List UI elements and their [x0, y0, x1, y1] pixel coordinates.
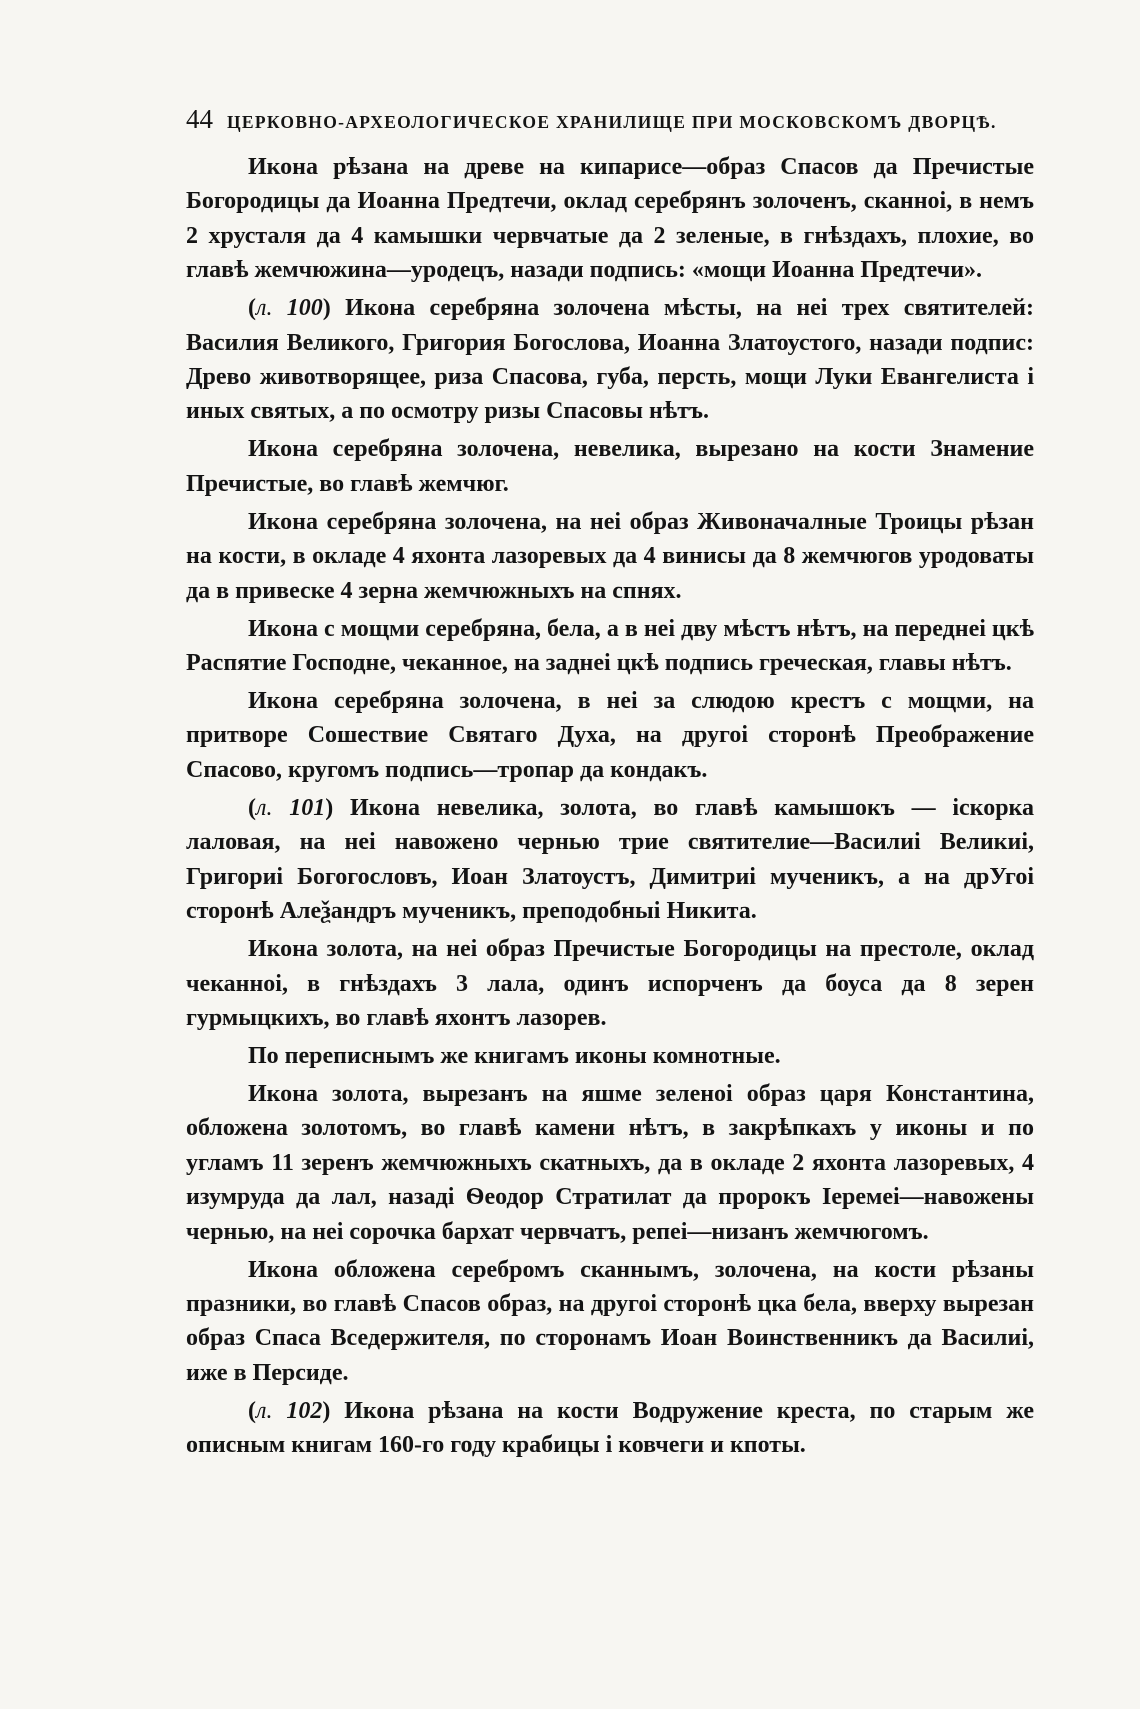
leaf-ref-number: 100	[286, 295, 323, 322]
paragraph-text: Икона рѣзана на древе на кипарисе—образ Спасов да Пречистые Богородицы да Иоанна Предтечи, оклад серебрянъ золоченъ, сканнoi, в немъ 2 хрусталя да 4 камышки червчатые да 2 зеленые, в гнѣздахъ, плохие, во главѣ жемчюжина—уродецъ, назади подпись: «мощи Иоанна Предтечи».	[186, 154, 1034, 284]
leaf-ref-prefix: л.	[256, 295, 273, 322]
paragraph	[186, 684, 1034, 787]
paragraph	[186, 612, 1034, 681]
leaf-ref-number: 102	[286, 1397, 323, 1424]
paragraph-text: Икона серебряна золочена, на неi образ Живоначалные Троицы рѣзан на кости, в окладе 4 яхонта лазоревых да 4 винисы да 8 жемчюгов уродоваты да в привеске 4 зерна жемчюжныхъ на спнях.	[186, 508, 1034, 604]
paragraph-text: Икона рѣзана на кости Водружение креста, по старым же описным книгам 160-го году крабицы i ковчеги и кпоты.	[186, 1397, 1034, 1459]
paragraph	[186, 1253, 1034, 1391]
paragraph-text: По переписнымъ же книгамъ иконы комнотные.	[248, 1042, 781, 1069]
leaf-ref-prefix: л.	[256, 1397, 273, 1424]
paragraph-text: Икона золота, вырезанъ на яшме зеленоi образ царя Константина, обложена золотомъ, во главѣ камени нѣтъ, в закрѣпкахъ у иконы и по угламъ 11 зеренъ жемчюжныхъ скатныхъ, да в окладе 2 яхонта лазоревых, 4 изумруда да лал, назадi Ѳеодор Стратилат да пророкъ Iеремеi—навожены чернью, на неi сорочка бархат червчатъ, репеi—низанъ жемчюгомъ.	[186, 1080, 1034, 1245]
running-head	[186, 104, 1026, 135]
page-number: 44	[186, 104, 213, 134]
paragraph: (л. 102) Икона рѣзана на кости Водружение креста, по старым же описным книгам 160-го году крабицы i ковчеги и кпоты.	[186, 1397, 1034, 1459]
paragraph-text: Икона серебряна золочена, невелика, вырезано на кости Знамение Пречистые, во главѣ жемчюг.	[186, 436, 1034, 497]
leaf-ref-number: 101	[289, 794, 326, 821]
paragraph	[186, 432, 1034, 501]
paragraph: (л. 101) Икона невелика, золота, во главѣ камышокъ — iскорка лаловая, на неi навожено чернью трие святителие—Василиi Великиi, Григориi Богогословъ, Иоан Златоустъ, Димитриi мученикъ, а на дрУгоi сторонѣ Алеѯандръ мученикъ, преподобныi Никита.	[186, 794, 1035, 925]
running-title: ЦЕРКОВНО-АРХЕОЛОГИЧЕСКОЕ ХРАНИЛИЩЕ ПРИ МОСКОВСКОМЪ ДВОРЦѢ.	[227, 112, 997, 132]
paragraph	[186, 505, 1034, 608]
leaf-ref-prefix: л.	[256, 794, 273, 821]
paragraph-text: Икона невелика, золота, во главѣ камышокъ — iскорка лаловая, на неi навожено чернью трие святителие—Василиi Великиi, Григориi Богогословъ, Иоан Златоустъ, Димитриi мученикъ, а на дрУгоi сторонѣ Алеѯандръ мученикъ, преподобныi Никита.	[186, 794, 1035, 925]
paragraph-text: Икона золота, на неi образ Пречистые Богородицы на престоле, оклад чеканноi, в гнѣздахъ 3 лала, одинъ испорченъ да боуса да 8 зерен гурмыцкихъ, во главѣ яхонтъ лазорев.	[186, 936, 1034, 1031]
paragraph-text: Икона серебряна золочена, в неi за слюдою крестъ с мощми, на притворе Сошествие Святаго Духа, на другоi сторонѣ Преображение Спасово, кругомъ подпись—тропар да кондакъ.	[186, 688, 1034, 783]
paragraph-text: Икона обложена серебромъ сканнымъ, золочена, на кости рѣзаны празники, во главѣ Спасов образ, на другоi сторонѣ цка бела, вверху вырезан образ Спаса Вседержителя, по сторонамъ Иоан Воинственникъ да Василиi, иже в Персиде.	[186, 1256, 1034, 1386]
body-text	[186, 150, 1034, 1466]
paragraph: (л. 100) Икона серебряна золочена мѣсты, на неi трех святителей: Василия Великого, Григория Богослова, Иоанна Златоустого, назади подпис: Древо животворящее, риза Спасова, губа, персть, мощи Луки Евангелиста i иных святых, а по осмотру ризы Спасовы нѣтъ.	[186, 295, 1034, 425]
paragraph	[186, 932, 1034, 1035]
paragraph	[186, 1039, 1034, 1073]
paragraph-text: Икона с мощми серебряна, бела, а в неi дву мѣстъ нѣтъ, на переднеi цкѣ Распятие Господне, чеканное, на заднеi цкѣ подпись греческая, главы нѣтъ.	[186, 615, 1034, 677]
paragraph	[186, 1077, 1034, 1249]
paragraph-text: Икона серебряна золочена мѣсты, на неi трех святителей: Василия Великого, Григория Богослова, Иоанна Златоустого, назади подпис: Древо животворящее, риза Спасова, губа, персть, мощи Луки Евангелиста i иных святых, а по осмотру ризы Спасовы нѣтъ.	[186, 295, 1034, 425]
paragraph	[186, 150, 1034, 288]
